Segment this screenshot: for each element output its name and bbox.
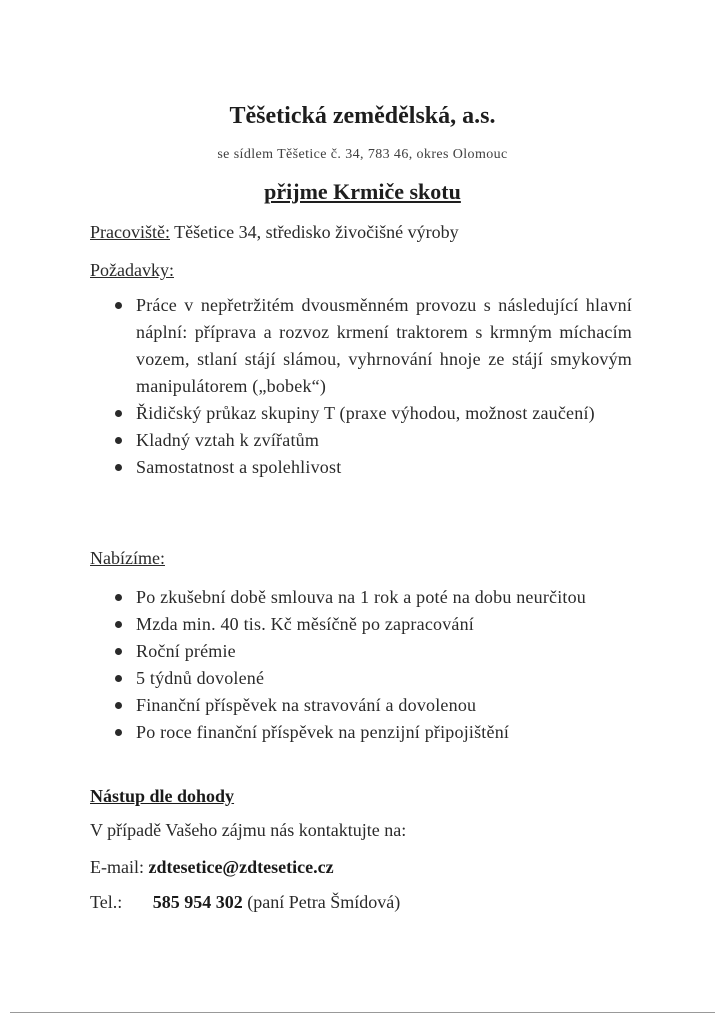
requirement-text: Práce v nepřetržitém dvousměnném provozu s následující hlavní náplní: příprava a rozvoz krmení traktorem s krmným míchacím vozem, stlaní stájí slámou, vyhrnování hnoje ze stájí smykovým manipulátorem („bobek“) [136,295,632,396]
bullet-icon [115,594,122,601]
workplace-label: Pracoviště: [90,222,170,242]
bullet-icon [115,437,122,444]
list-item [112,666,606,691]
contact-intro: V případě Vašeho zájmu nás kontaktujte na: [90,820,407,840]
list-item [112,639,606,664]
email-line [90,857,334,878]
bottom-divider [10,1012,715,1013]
offer-text: Mzda min. 40 tis. Kč měsíčně po zapracování [136,614,474,634]
job-headline: přijme Krmiče skotu [264,179,461,204]
list-item [112,720,606,745]
start-note: Nástup dle dohody [90,786,235,806]
bullet-icon [115,302,122,309]
bullet-icon [115,729,122,736]
bullet-icon [115,675,122,682]
bullet-icon [115,648,122,655]
list-item [112,454,632,481]
list-item [112,292,632,400]
phone-line [90,892,400,913]
offer-text: Finanční příspěvek na stravování a dovolenou [136,695,477,715]
email-link[interactable]: zdtesetice@zdtesetice.cz [148,857,334,877]
company-address: se sídlem Těšetice č. 34, 783 46, okres Olomouc [217,147,508,162]
bullet-icon [115,464,122,471]
list-item [112,612,606,637]
offer-text: Po roce finanční příspěvek na penzijní připojištění [136,722,510,742]
workplace-line [90,222,459,243]
list-item [112,693,606,718]
offer-label: Nabízíme: [90,548,165,568]
list-item [112,585,606,610]
requirement-text: Samostatnost a spolehlivost [136,457,342,477]
workplace-value: Těšetice 34, středisko živočišné výroby [174,222,459,242]
phone-number[interactable]: 585 954 302 [152,892,243,912]
email-label: E-mail: [90,857,144,877]
requirements-list [112,292,632,481]
phone-contact-person: (paní Petra Šmídová) [247,892,401,912]
requirement-text: Kladný vztah k zvířatům [136,430,320,450]
bullet-icon [115,702,122,709]
offer-text: 5 týdnů dovolené [136,668,265,688]
list-item [112,400,632,427]
requirement-text: Řidičský průkaz skupiny T (praxe výhodou, možnost zaučení) [136,403,595,423]
offer-list [112,585,606,747]
bullet-icon [115,410,122,417]
company-name: Těšetická zemědělská, a.s. [229,103,496,129]
offer-text: Po zkušební době smlouva na 1 rok a poté na dobu neurčitou [136,587,587,607]
bullet-icon [115,621,122,628]
offer-text: Roční prémie [136,641,236,661]
requirements-label: Požadavky: [90,260,174,280]
list-item [112,427,632,454]
phone-label: Tel.: [90,892,123,912]
